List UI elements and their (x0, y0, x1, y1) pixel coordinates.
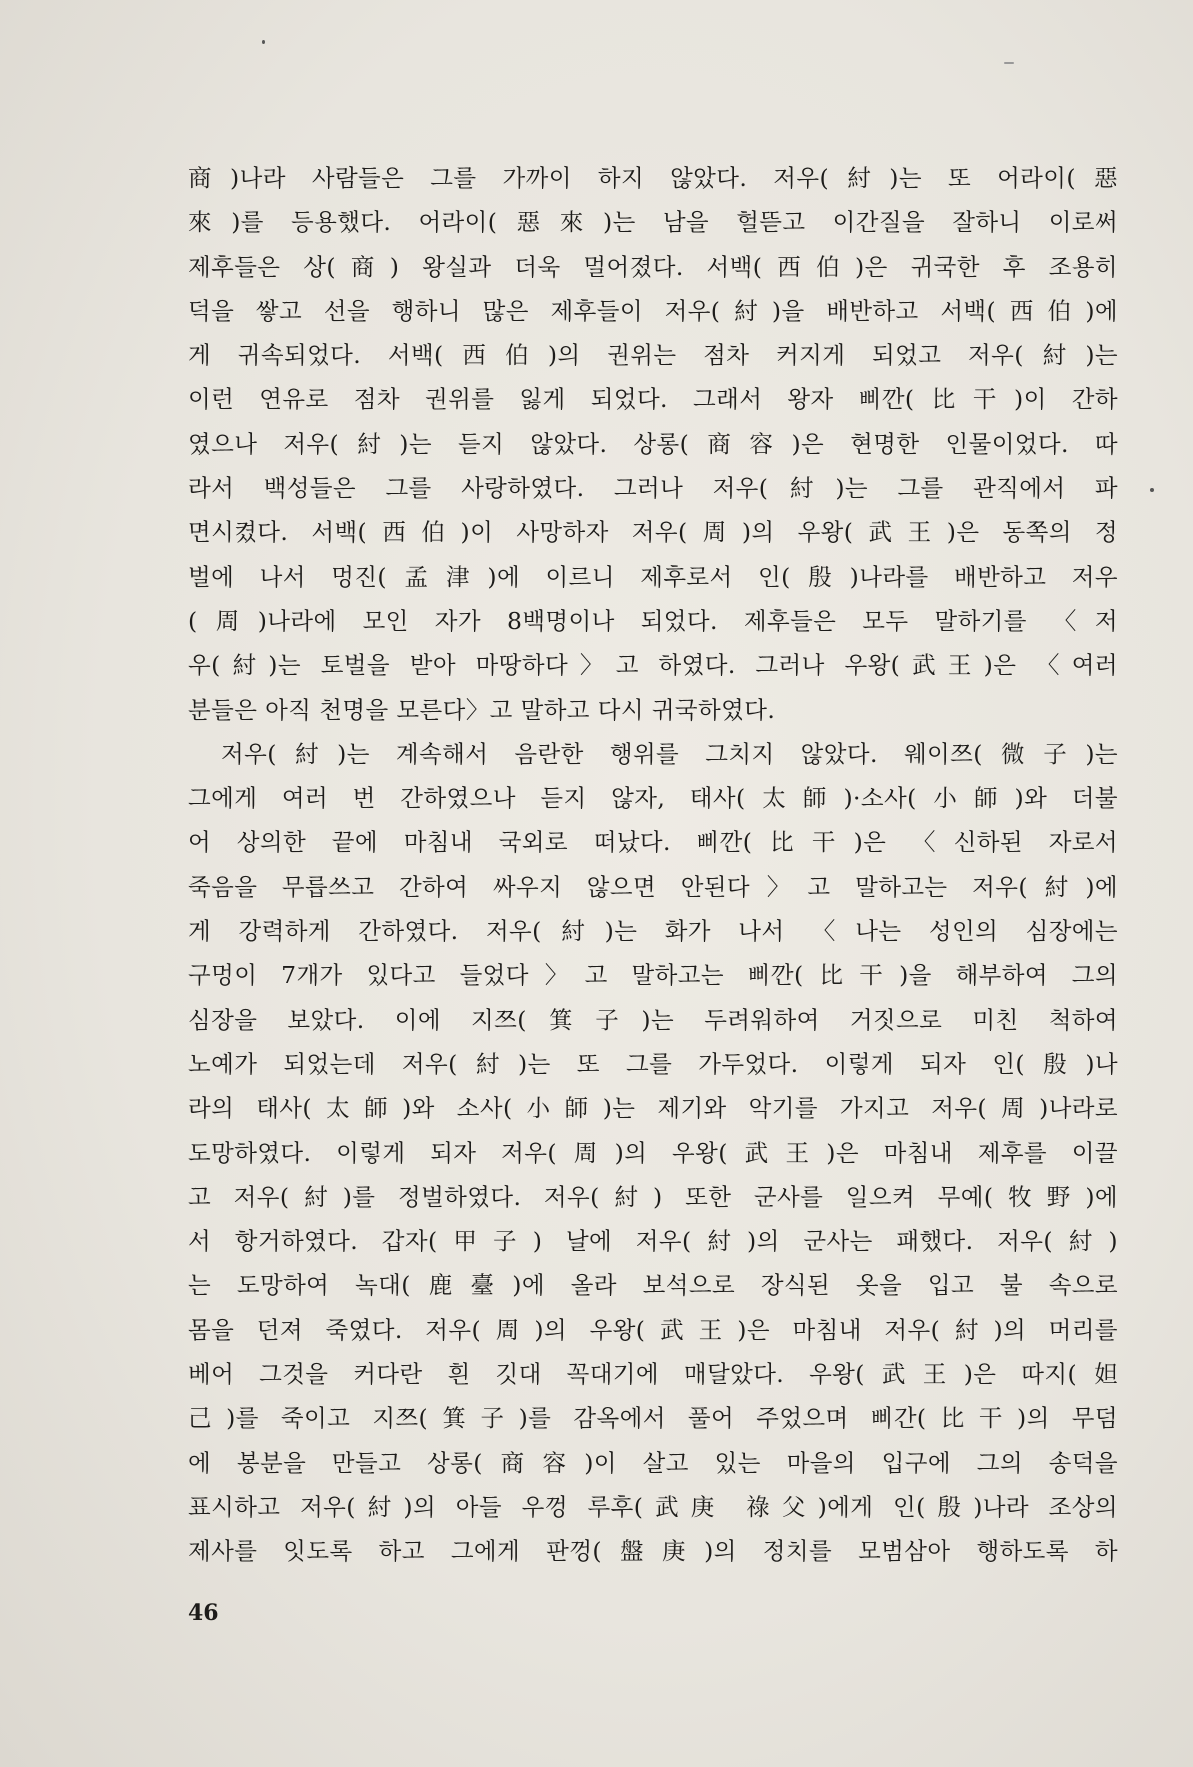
text-line: 來)를 등용했다. 어라이(惡來)는 남을 헐뜯고 이간질을 잘하니 이로써 (188, 208, 1118, 237)
text-line: 제후들은 상(商) 왕실과 더욱 멀어졌다. 서백(西伯)은 귀국한 후 조용히 (188, 252, 1118, 281)
text-line: 어 상의한 끝에 마침내 국외로 떠났다. 삐깐(比干)은 〈신하된 자로서 (188, 828, 1118, 857)
page-number: 46 (188, 1600, 219, 1626)
text-line: 그에게 여러 번 간하였으나 듣지 않자, 태사(太師)·소사(小師)와 더불 (188, 784, 1118, 813)
text-line: 라서 백성들은 그를 사랑하였다. 그러나 저우(紂)는 그를 관직에서 파 (188, 474, 1118, 503)
text-line: 표시하고 저우(紂)의 아들 우껑 루후(武庚 祿父)에게 인(殷)나라 조상의 (188, 1492, 1118, 1521)
text-line: 서 항거하였다. 갑자(甲子) 날에 저우(紂)의 군사는 패했다. 저우(紂) (188, 1227, 1118, 1256)
text-line: 에 봉분을 만들고 상롱(商容)이 살고 있는 마을의 입구에 그의 송덕을 (188, 1448, 1118, 1477)
text-line: 노예가 되었는데 저우(紂)는 또 그를 가두었다. 이렇게 되자 인(殷)나 (188, 1049, 1118, 1078)
text-line: 게 강력하게 간하였다. 저우(紂)는 화가 나서 〈나는 성인의 심장에는 (188, 917, 1118, 946)
paper-speck (262, 40, 265, 44)
body-text (188, 156, 1118, 1574)
text-line: 벌에 나서 멍진(孟津)에 이르니 제후로서 인(殷)나라를 배반하고 저우 (188, 562, 1118, 591)
text-line: 몸을 던져 죽였다. 저우(周)의 우왕(武王)은 마침내 저우(紂)의 머리를 (188, 1315, 1118, 1344)
text-line: 게 귀속되었다. 서백(西伯)의 권위는 점차 커지게 되었고 저우(紂)는 (188, 341, 1118, 370)
text-line: 도망하였다. 이렇게 되자 저우(周)의 우왕(武王)은 마침내 제후를 이끌 (188, 1138, 1118, 1167)
text-line: 우(紂)는 토벌을 받아 마땅하다〉고 하였다. 그러나 우왕(武王)은 〈여러 (188, 651, 1118, 680)
text-line: 면시켰다. 서백(西伯)이 사망하자 저우(周)의 우왕(武王)은 동쪽의 정 (188, 518, 1118, 547)
text-line: 분들은 아직 천명을 모른다〉고 말하고 다시 귀국하였다. (188, 695, 776, 724)
text-line-paragraph-start: 저우(紂)는 계속해서 음란한 행위를 그치지 않았다. 웨이쯔(微子)는 (221, 739, 1118, 768)
text-line: 구멍이 7개가 있다고 들었다〉고 말하고는 삐깐(比干)을 해부하여 그의 (188, 961, 1118, 990)
text-line: 제사를 잇도록 하고 그에게 판껑(盤庚)의 정치를 모범삼아 행하도록 하 (188, 1537, 1118, 1566)
text-line: 는 도망하여 녹대(鹿臺)에 올라 보석으로 장식된 옷을 입고 불 속으로 (188, 1271, 1118, 1300)
text-line: 고 저우(紂)를 정벌하였다. 저우(紂) 또한 군사를 일으켜 무예(牧野)에 (188, 1182, 1118, 1211)
text-line: 심장을 보았다. 이에 지쯔(箕子)는 두려워하여 거짓으로 미친 척하여 (188, 1005, 1118, 1034)
text-line: 베어 그것을 커다란 흰 깃대 꼭대기에 매달았다. 우왕(武王)은 따지(妲 (188, 1360, 1118, 1389)
text-line: 이런 연유로 점차 권위를 잃게 되었다. 그래서 왕자 삐깐(比干)이 간하 (188, 385, 1118, 414)
text-line: 였으나 저우(紂)는 듣지 않았다. 상롱(商容)은 현명한 인물이었다. 따 (188, 429, 1118, 458)
paper-speck (1150, 488, 1154, 492)
paper-speck (1004, 62, 1014, 64)
text-line: 죽음을 무릅쓰고 간하여 싸우지 않으면 안된다〉고 말하고는 저우(紂)에 (188, 872, 1118, 901)
text-line: (周)나라에 모인 자가 8백명이나 되었다. 제후들은 모두 말하기를 〈저 (188, 606, 1118, 635)
text-line: 己)를 죽이고 지쯔(箕子)를 감옥에서 풀어 주었으며 삐간(比干)의 무덤 (188, 1404, 1118, 1433)
text-line: 덕을 쌓고 선을 행하니 많은 제후들이 저우(紂)을 배반하고 서백(西伯)에 (188, 296, 1118, 325)
text-line: 商)나라 사람들은 그를 가까이 하지 않았다. 저우(紂)는 또 어라이(惡 (188, 164, 1118, 192)
text-line: 라의 태사(太師)와 소사(小師)는 제기와 악기를 가지고 저우(周)나라로 (188, 1094, 1118, 1123)
